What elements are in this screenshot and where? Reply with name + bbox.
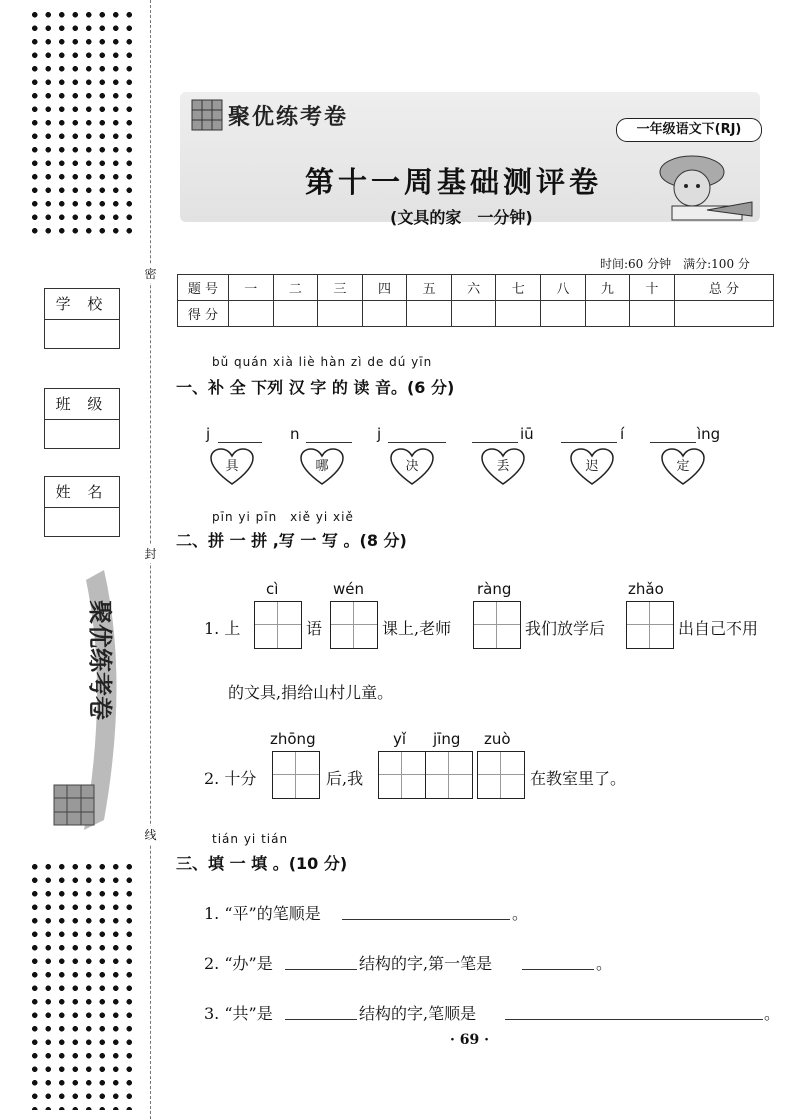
heart-char <box>389 448 435 486</box>
girl-reading-illustration <box>652 150 762 226</box>
seal-char-feng: 封 <box>142 545 159 563</box>
pinyin-final: í <box>620 425 625 443</box>
score-cell[interactable] <box>229 301 274 327</box>
section2-heading: 二、拼 一 拼 ,写 一 写 。(8 分) <box>176 531 407 550</box>
grid-pinyin: jīng <box>433 730 461 748</box>
name-label: 姓 名 <box>45 477 119 508</box>
table-cell: 七 <box>496 275 541 301</box>
brand-name: 聚优练考卷 <box>228 105 349 130</box>
heart-char <box>569 448 615 486</box>
section3-heading: 三、填 一 填 。(10 分) <box>176 854 348 873</box>
q1-text: 1. 上 <box>204 619 241 638</box>
score-cell[interactable] <box>318 301 363 327</box>
dot-pattern-bottom <box>28 860 136 1110</box>
pinyin-blank[interactable] <box>650 442 696 443</box>
grid-pinyin: ràng <box>477 580 512 598</box>
tianzi-grid[interactable] <box>378 751 426 799</box>
page-subtitle: (文具的家 一分钟) <box>390 208 533 227</box>
q2-text: 后,我 <box>326 769 364 788</box>
pinyin-blank[interactable] <box>472 442 518 443</box>
pinyin-blank[interactable] <box>561 442 617 443</box>
heart-char-text: 丢 <box>496 459 510 474</box>
answer-blank[interactable] <box>505 1019 763 1020</box>
q1-text-line2: 的文具,捐给山村儿童。 <box>228 683 394 702</box>
page-number: · 69 · <box>450 1032 489 1048</box>
fill-q3-text: 结构的字,笔顺是 <box>359 1004 477 1023</box>
q1-text: 语 <box>306 619 323 638</box>
table-cell: 五 <box>407 275 452 301</box>
heart-char-text: 决 <box>405 459 419 474</box>
class-box <box>44 388 120 449</box>
grid-pinyin: cì <box>266 580 279 598</box>
seal-char-xian: 线 <box>142 826 159 844</box>
section1-pinyin: bǔ quán xià liè hàn zì de dú yīn <box>212 355 433 369</box>
pinyin-final: iū <box>520 425 534 443</box>
answer-blank[interactable] <box>522 969 594 970</box>
grid-pinyin: zhǎo <box>628 580 664 598</box>
section1-heading: 一、补 全 下列 汉 字 的 读 音。(6 分) <box>176 378 455 397</box>
score-cell[interactable] <box>585 301 630 327</box>
pinyin-initial: j <box>206 425 211 443</box>
heart-char <box>209 448 255 486</box>
heart-char <box>299 448 345 486</box>
score-cell[interactable] <box>273 301 318 327</box>
heart-char-text: 迟 <box>585 459 599 474</box>
school-field[interactable] <box>45 320 119 348</box>
answer-blank[interactable] <box>285 969 357 970</box>
q2-text: 在教室里了。 <box>530 769 627 788</box>
grid-pinyin: wén <box>333 580 365 598</box>
score-cell[interactable] <box>674 301 773 327</box>
section3-pinyin: tián yi tián <box>212 832 289 846</box>
school-label: 学 校 <box>45 289 119 320</box>
pinyin-initial: n <box>290 425 300 443</box>
table-cell: 一 <box>229 275 274 301</box>
q1-text: 我们放学后 <box>525 619 606 638</box>
score-cell[interactable] <box>496 301 541 327</box>
q1-text: 出自己不用 <box>678 619 759 638</box>
table-cell: 八 <box>541 275 586 301</box>
score-table-header-row <box>178 275 774 301</box>
grid-pinyin: yǐ <box>393 730 407 748</box>
score-cell[interactable] <box>541 301 586 327</box>
table-cell: 四 <box>362 275 407 301</box>
grid-pinyin: zhōng <box>270 730 316 748</box>
pinyin-blank[interactable] <box>218 442 262 443</box>
tianzi-grid[interactable] <box>330 601 378 649</box>
time-info: 时间:60 分钟 满分:100 分 <box>600 257 750 271</box>
heart-char-text: 具 <box>225 459 239 474</box>
vertical-brand-banner <box>34 560 134 850</box>
score-table <box>177 274 774 327</box>
heart-char-text: 哪 <box>315 459 329 474</box>
section2-pinyin: pīn yi pīn xiě yi xiě <box>212 510 354 524</box>
answer-blank[interactable] <box>342 919 510 920</box>
tianzi-grid[interactable] <box>254 601 302 649</box>
tianzi-grid[interactable] <box>272 751 320 799</box>
vertical-brand-text: 聚优练考卷 <box>86 600 114 720</box>
tianzi-grid[interactable] <box>477 751 525 799</box>
fill-q2-text: 2. “办”是 <box>204 954 273 973</box>
grid-pinyin: zuò <box>484 730 511 748</box>
fill-q2-text: 结构的字,第一笔是 <box>359 954 493 973</box>
table-cell: 题 号 <box>178 275 229 301</box>
class-field[interactable] <box>45 420 119 448</box>
page-title: 第十一周基础测评卷 <box>305 165 603 199</box>
table-cell: 二 <box>273 275 318 301</box>
fill-q1-text: 1. “平”的笔顺是 <box>204 904 321 923</box>
q2-text: 2. 十分 <box>204 769 257 788</box>
fill-q3-end: 。 <box>764 1004 781 1023</box>
table-cell: 总 分 <box>674 275 773 301</box>
tianzi-grid[interactable] <box>473 601 521 649</box>
fill-q2-end: 。 <box>596 954 613 973</box>
school-box <box>44 288 120 349</box>
table-cell: 十 <box>630 275 675 301</box>
score-cell[interactable] <box>362 301 407 327</box>
heart-char <box>480 448 526 486</box>
fill-q1-end: 。 <box>512 904 529 923</box>
dot-pattern-top <box>28 8 136 240</box>
q1-text: 课上,老师 <box>382 619 452 638</box>
table-cell: 六 <box>451 275 496 301</box>
table-cell: 得 分 <box>178 301 229 327</box>
score-table-score-row <box>178 301 774 327</box>
score-cell[interactable] <box>451 301 496 327</box>
heart-char-text: 定 <box>676 459 690 474</box>
pinyin-final: ìng <box>697 425 721 443</box>
fill-q3-text: 3. “共”是 <box>204 1004 273 1023</box>
tianzi-grid[interactable] <box>425 751 473 799</box>
grade-badge: 一年级语文下(RJ) <box>616 118 762 142</box>
table-cell: 九 <box>585 275 630 301</box>
pinyin-blank[interactable] <box>388 442 446 443</box>
answer-blank[interactable] <box>285 1019 357 1020</box>
tianzi-grid[interactable] <box>626 601 674 649</box>
score-cell[interactable] <box>407 301 452 327</box>
name-box <box>44 476 120 537</box>
cube-logo-icon <box>186 92 230 136</box>
class-label: 班 级 <box>45 389 119 420</box>
name-field[interactable] <box>45 508 119 536</box>
cube-logo-icon <box>54 785 94 825</box>
heart-char <box>660 448 706 486</box>
pinyin-initial: j <box>377 425 382 443</box>
table-cell: 三 <box>318 275 363 301</box>
score-cell[interactable] <box>630 301 675 327</box>
pinyin-blank[interactable] <box>306 442 352 443</box>
seal-char-mi: 密 <box>142 265 159 283</box>
